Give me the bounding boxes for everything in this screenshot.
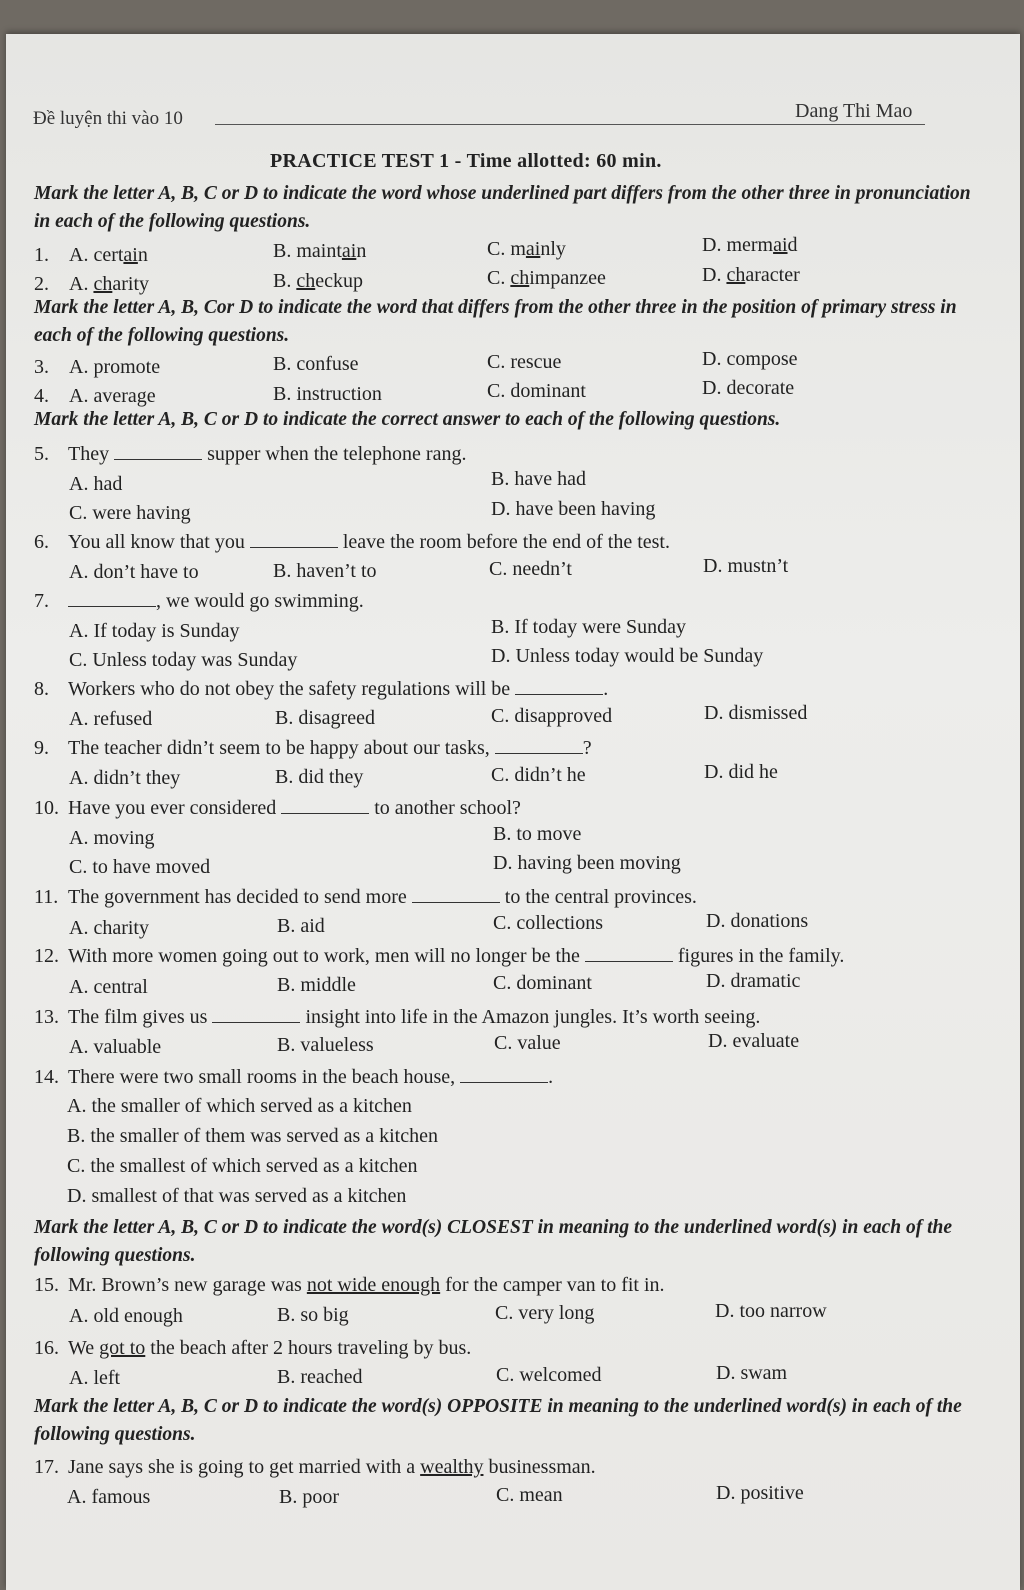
option-a[interactable]: A. famous	[67, 1486, 151, 1508]
question-number: 14.	[34, 1066, 59, 1088]
underlined-phrase: wealthy	[420, 1456, 484, 1478]
option-a[interactable]: A. If today is Sunday	[69, 620, 240, 642]
option-c[interactable]: C. the smallest of which served as a kitchen	[67, 1155, 418, 1177]
option-a[interactable]: A. charity	[69, 917, 149, 939]
option-c[interactable]: C. chimpanzee	[487, 267, 606, 289]
option-a[interactable]: A. certain	[69, 244, 148, 266]
answer-blank	[114, 445, 202, 460]
answer-blank	[212, 1008, 300, 1023]
question-text: The film gives us	[68, 1006, 208, 1028]
question-text: .	[548, 1066, 554, 1088]
option-b[interactable]: B. valueless	[277, 1034, 374, 1056]
question-number: 11.	[34, 886, 59, 908]
answer-blank	[495, 739, 583, 754]
option-d[interactable]: D. did he	[704, 761, 778, 783]
question-text: the beach after 2 hours traveling by bus.	[150, 1337, 472, 1359]
question-text: figures in the family.	[677, 945, 845, 967]
option-d[interactable]: D. have been having	[491, 498, 656, 520]
answer-blank	[412, 888, 500, 903]
question-text: leave the room before the end of the test.	[342, 531, 670, 553]
option-c[interactable]: C. very long	[495, 1302, 595, 1324]
question-5	[34, 443, 994, 466]
question-number: 7.	[34, 590, 49, 612]
option-a[interactable]: A. had	[69, 473, 123, 495]
option-c[interactable]: C. value	[494, 1032, 561, 1054]
option-d[interactable]: D. dramatic	[706, 970, 801, 992]
option-c[interactable]: C. collections	[493, 912, 603, 934]
instruction-pronunciation: Mark the letter A, B, C or D to indicate the word whose underlined part differs from the other three in pronunciation in each of the following questions.	[34, 183, 971, 232]
option-c[interactable]: C. mainly	[487, 238, 566, 260]
option-d[interactable]: D. donations	[706, 910, 809, 932]
option-b[interactable]: B. maintain	[273, 240, 367, 262]
option-b[interactable]: B. reached	[277, 1366, 363, 1388]
option-a[interactable]: A. refused	[69, 708, 153, 730]
option-b[interactable]: B. poor	[279, 1486, 339, 1508]
question-10	[34, 797, 994, 820]
question-9	[34, 737, 994, 760]
question-number: 9.	[34, 737, 49, 759]
option-b[interactable]: B. disagreed	[275, 707, 375, 729]
page-title: PRACTICE TEST 1 - Time allotted: 60 min.	[270, 150, 662, 172]
question-number: 10.	[34, 797, 59, 819]
option-d[interactable]: D. swam	[716, 1362, 788, 1384]
option-c[interactable]: C. disapproved	[491, 705, 613, 727]
option-c[interactable]: C. Unless today was Sunday	[69, 649, 298, 671]
question-number: 13.	[34, 1006, 59, 1028]
option-c[interactable]: C. mean	[496, 1484, 563, 1506]
question-text: Workers who do not obey the safety regulations will be	[68, 678, 511, 700]
option-c[interactable]: C. to have moved	[69, 856, 211, 878]
question-text: to another school?	[374, 797, 521, 819]
question-number: 3.	[34, 356, 49, 378]
option-d[interactable]: D. dismissed	[704, 702, 808, 724]
question-number: 12.	[34, 945, 59, 967]
option-c[interactable]: C. didn’t he	[491, 764, 586, 786]
option-d[interactable]: D. mermaid	[702, 234, 798, 256]
option-d[interactable]: D. decorate	[702, 377, 795, 399]
option-c[interactable]: C. were having	[69, 502, 191, 524]
question-text: ?	[582, 737, 592, 759]
question-text: Have you ever considered	[68, 797, 277, 819]
question-14	[34, 1066, 994, 1089]
option-c[interactable]: C. dominant	[493, 972, 592, 994]
option-c[interactable]: C. needn’t	[489, 558, 572, 580]
question-text: supper when the telephone rang.	[207, 443, 467, 465]
answer-blank	[585, 947, 673, 962]
option-c[interactable]: C. rescue	[487, 351, 562, 373]
answer-blank	[515, 680, 603, 695]
question-text: With more women going out to work, men will no longer be the	[68, 945, 580, 967]
question-number: 15.	[34, 1274, 59, 1296]
option-c[interactable]: C. dominant	[487, 380, 586, 402]
option-b[interactable]: B. to move	[493, 823, 582, 845]
question-8	[34, 678, 994, 701]
option-b[interactable]: B. the smaller of them was served as a kitchen	[67, 1125, 438, 1147]
question-12	[34, 945, 994, 968]
option-a[interactable]: A. the smaller of which served as a kitchen	[67, 1095, 412, 1117]
question-number: 1.	[34, 244, 49, 266]
option-d[interactable]: D. compose	[702, 348, 798, 370]
question-number: 8.	[34, 678, 49, 700]
option-b[interactable]: B. If today were Sunday	[491, 616, 686, 638]
option-b[interactable]: B. checkup	[273, 270, 363, 292]
question-number: 5.	[34, 443, 49, 465]
question-text: for the camper van to fit in.	[445, 1274, 665, 1296]
question-text: to the central provinces.	[504, 886, 697, 908]
option-a[interactable]: A. central	[69, 976, 148, 998]
question-text: Mr. Brown’s new garage was	[68, 1274, 302, 1296]
question-text: The government has decided to send more	[68, 886, 407, 908]
question-17	[34, 1456, 994, 1479]
option-a[interactable]: A. promote	[69, 356, 161, 378]
answer-blank	[250, 533, 338, 548]
option-b[interactable]: B. middle	[277, 974, 356, 996]
instruction-closest: Mark the letter A, B, C or D to indicate the word(s) CLOSEST in meaning to the underlined word(s) in each of the following questions.	[34, 1217, 953, 1266]
question-number: 16.	[34, 1337, 59, 1359]
question-number: 6.	[34, 531, 49, 553]
question-16	[34, 1337, 994, 1360]
option-d[interactable]: D. mustn’t	[703, 555, 789, 577]
question-number: 2.	[34, 273, 49, 295]
question-text: We	[68, 1337, 95, 1359]
underlined-phrase: not wide enough	[306, 1274, 441, 1296]
option-d[interactable]: D. smallest of that was served as a kitchen	[67, 1185, 407, 1207]
question-text: You all know that you	[68, 531, 245, 553]
option-b[interactable]: B. confuse	[273, 353, 359, 375]
option-c[interactable]: C. welcomed	[496, 1364, 602, 1386]
question-13	[34, 1006, 994, 1029]
header-rule	[215, 124, 925, 125]
option-d[interactable]: D. too narrow	[715, 1300, 827, 1322]
question-text: There were two small rooms in the beach house,	[68, 1066, 456, 1088]
answer-blank	[281, 799, 369, 814]
option-a[interactable]: A. don’t have to	[69, 561, 199, 583]
question-11	[34, 886, 994, 909]
option-a[interactable]: A. valuable	[69, 1036, 162, 1058]
header-right: Dang Thi Mao	[795, 100, 913, 122]
instruction-opposite: Mark the letter A, B, C or D to indicate the word(s) OPPOSITE in meaning to the underlined word(s) in each of the following questions.	[34, 1396, 962, 1445]
underlined-phrase: got to	[99, 1337, 146, 1359]
question-text: They	[68, 443, 110, 465]
option-a[interactable]: A. old enough	[69, 1305, 183, 1327]
option-d[interactable]: D. Unless today would be Sunday	[491, 645, 764, 667]
question-number: 17.	[34, 1456, 59, 1478]
question-number: 4.	[34, 385, 49, 407]
option-a[interactable]: A. average	[69, 385, 156, 407]
option-a[interactable]: A. left	[69, 1367, 121, 1389]
instruction-correct: Mark the letter A, B, C or D to indicate the correct answer to each of the following questions.	[34, 409, 781, 430]
question-7	[34, 590, 994, 613]
option-d[interactable]: D. character	[702, 264, 800, 286]
instruction-stress: Mark the letter A, B, Cor D to indicate the word that differs from the other three in the position of primary stress in each of the following questions.	[34, 297, 957, 346]
question-text: Jane says she is going to get married with a	[68, 1456, 416, 1478]
question-text: .	[603, 678, 609, 700]
question-text: The teacher didn’t seem to be happy about our tasks,	[68, 737, 490, 759]
option-b[interactable]: B. have had	[491, 468, 586, 490]
option-a[interactable]: A. didn’t they	[69, 767, 181, 789]
question-6	[34, 531, 994, 554]
option-b[interactable]: B. aid	[277, 915, 325, 937]
option-b[interactable]: B. instruction	[273, 383, 382, 405]
option-d[interactable]: D. positive	[716, 1482, 804, 1504]
option-d[interactable]: D. having been moving	[493, 852, 681, 874]
option-d[interactable]: D. evaluate	[708, 1030, 800, 1052]
option-b[interactable]: B. so big	[277, 1304, 349, 1326]
question-text: businessman.	[488, 1456, 596, 1478]
question-text: insight into life in the Amazon jungles. It’s worth seeing.	[305, 1006, 761, 1028]
question-15	[34, 1274, 994, 1297]
option-a[interactable]: A. moving	[69, 827, 155, 849]
answer-blank	[460, 1068, 548, 1083]
answer-blank	[68, 592, 156, 607]
option-b[interactable]: B. did they	[275, 766, 364, 788]
question-text: , we would go swimming.	[156, 590, 364, 612]
header-left: Đề luyện thi vào 10	[33, 108, 183, 129]
option-a[interactable]: A. charity	[69, 273, 149, 295]
option-b[interactable]: B. haven’t to	[273, 560, 377, 582]
